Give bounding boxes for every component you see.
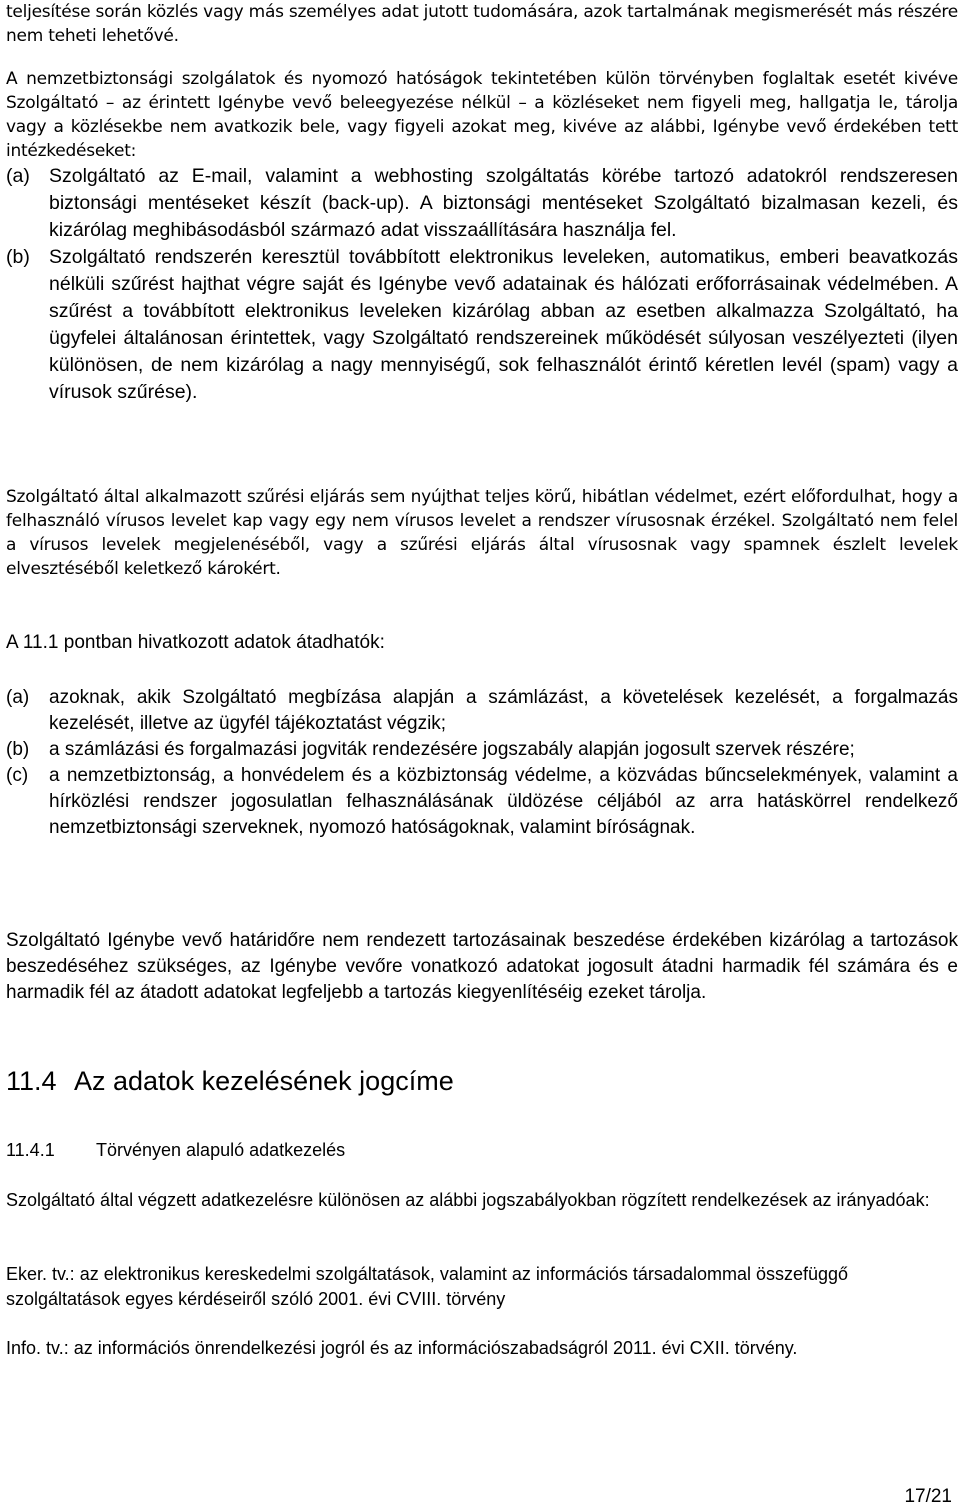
list-text: a nemzetbiztonság, a honvédelem és a közbiztonság védelme, a közvádas bűncselekmények, valamint a hírközlési rendszer jogosulatlan felhasználásának üldözése céljából az arra hatáskörrel rendelkező nemzetbiztonsági szerveknek, nyomozó hatóságoknak, valamint bíróságnak. (49, 765, 958, 838)
section-number: 11.4 (6, 1066, 57, 1096)
list-item (6, 685, 958, 737)
paragraph-interception: A nemzetbiztonsági szolgálatok és nyomozó hatóságok tekintetében külön törvényben foglaltak esetét kivéve Szolgáltató – az érintett Igénybe vevő beleegyezése nélkül – a közléseket nem figyeli meg, hallgatja le, tárolja vagy a közlésekbe nem avatkozik bele, vagy figyeli azokat meg, kivéve az alábbi, Igénybe vevő érdekében tett intézkedéseket: (6, 69, 958, 161)
paragraph-transfer-intro: A 11.1 pontban hivatkozott adatok átadhatók: (6, 632, 385, 653)
list-item (6, 163, 958, 244)
paragraph-filtering: Szolgáltató által alkalmazott szűrési eljárás sem nyújthat teljes körű, hibátlan védelmet, ezért előfordulhat, hogy a felhasználó vírusos levelet kap vagy egy nem vírusos levelet a rendszer vírusosnak érzékel. Szolgáltató nem felel a vírusos levelek megjelenéséből, vagy a szűrési eljárás által vírusosnak vagy spamnek észlelt levelek elvesztéséből keletkező károkért. (6, 487, 958, 579)
paragraph-eker-tv: Eker. tv.: az elektronikus kereskedelmi szolgáltatások, valamint az információs társadalommal összefüggő szolgáltatások egyes kérdéseiről szóló 2001. évi CVIII. törvény (6, 1264, 849, 1309)
subsection-title: Törvényen alapuló adatkezelés (96, 1140, 346, 1160)
list-label: (b) (6, 739, 30, 760)
list-label: (a) (6, 687, 30, 708)
section-title: Az adatok kezelésének jogcíme (74, 1066, 454, 1096)
subsection-number: 11.4.1 (6, 1140, 55, 1160)
list-item (6, 737, 958, 763)
page-number: 17/21 (904, 1486, 952, 1507)
section-heading (6, 1065, 958, 1097)
subsection-heading (6, 1138, 958, 1162)
paragraph-debt-collection: Szolgáltató Igénybe vevő határidőre nem rendezett tartozásainak beszedése érdekében kizárólag a tartozások beszedéséhez szükséges, az Igénybe vevőre vonatkozó adatokat jogosult átadni harmadik fél számára és e harmadik fél az átadott adatokat legfeljebb a tartozás kiegyenlítéséig ezeket tárolja. (6, 930, 958, 1003)
paragraph-info-tv: Info. tv.: az információs önrendelkezési jogról és az információszabadságról 2011. évi CXII. törvény. (6, 1338, 798, 1358)
paragraph-legal-basis: Szolgáltató által végzett adatkezelésre különösen az alábbi jogszabályokban rögzített rendelkezések az irányadóak: (6, 1190, 930, 1210)
list-item (6, 763, 958, 841)
list-text: Szolgáltató az E-mail, valamint a webhosting szolgáltatás körébe tartozó adatokról rendszeresen biztonsági mentéseket készít (back-up). A biztonsági mentéseket Szolgáltató bizalmasan kezeli, és kizárólag meghibásodásból származó adat visszaállítására használja fel. (49, 165, 958, 241)
paragraph-continuation: teljesítése során közlés vagy más személyes adat jutott tudomására, azok tartalmának megismerését más részére nem teheti lehetővé. (6, 2, 958, 46)
list-label: (b) (6, 246, 30, 268)
list-label: (c) (6, 765, 29, 786)
list-label: (a) (6, 165, 30, 187)
measures-list (6, 163, 958, 406)
list-text: azoknak, akik Szolgáltató megbízása alapján a számlázást, a követelések kezelését, a forgalmazás kezelését, illetve az ügyfél tájékoztatást végzik; (49, 687, 958, 734)
list-text: a számlázási és forgalmazási jogviták rendezésére jogszabály alapján jogosult szervek részére; (49, 739, 855, 760)
list-item (6, 244, 958, 406)
transfer-list (6, 685, 958, 841)
list-text: Szolgáltató rendszerén keresztül továbbított elektronikus leveleken, automatikus, emberi beavatkozás nélküli szűrést hajthat végre saját és Igénybe vevő adatainak és hálózati erőforrásainak védelmében. A szűrést a továbbított elektronikus leveleken kizárólag abban az esetben alkalmazza Szolgáltató, ha ügyfelei általánosan érintettek, vagy Szolgáltató rendszereinek működését súlyosan veszélyezteti (ilyen különösen, de nem kizárólag a nagy mennyiségű, sok felhasználót érintő kéretlen levél (spam) vagy a vírusok szűrése). (49, 246, 958, 403)
